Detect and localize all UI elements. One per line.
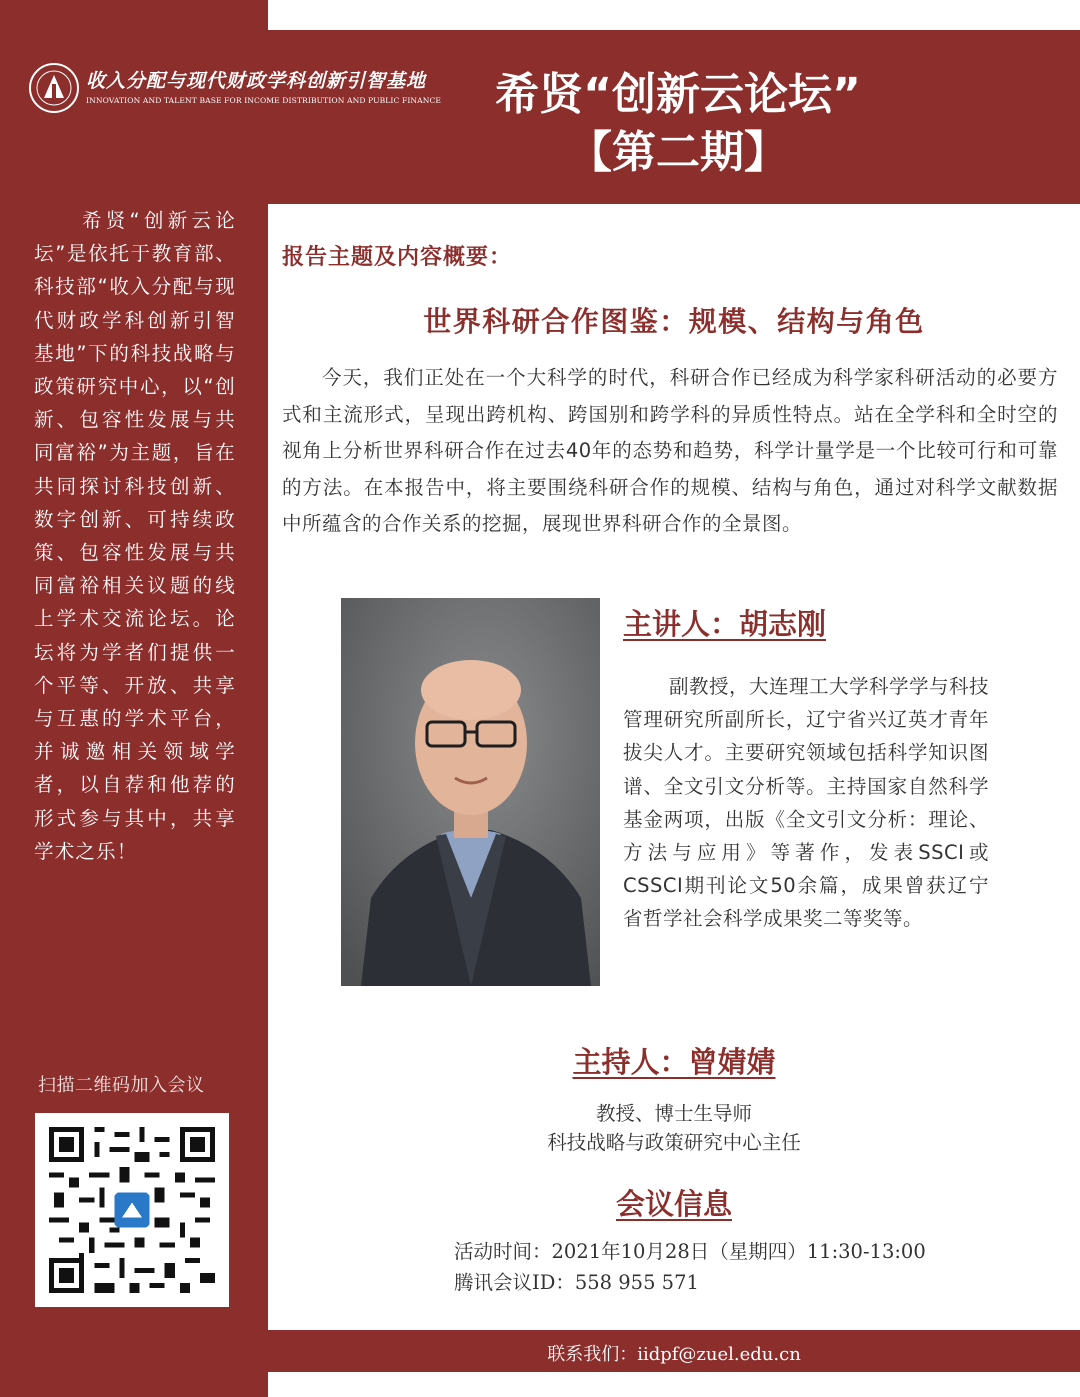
qr-code-icon <box>49 1127 215 1293</box>
top-white-strip <box>268 0 1080 30</box>
qr-code[interactable] <box>35 1113 229 1307</box>
qr-caption: 扫描二维码加入会议 <box>38 1075 205 1096</box>
host-position: 科技战略与政策研究中心主任 <box>547 1131 801 1154</box>
speaker-bio: 副教授，大连理工大学科学学与科技管理研究所副所长，辽宁省兴辽英才青年拔尖人才。主要研究领域包括科学知识图谱、全文引文分析等。主持国家自然科学基金两项，出版《全文引文分析：理论、方法与应用》等著作，发表SSCI或CSSCI期刊论文50余篇，成果曾获辽宁省哲学社会科学成果奖二等奖等。 <box>623 675 990 931</box>
host-heading: 主持人：曾婧婧 <box>572 1045 776 1079</box>
meeting-heading: 会议信息 <box>615 1187 732 1221</box>
report-abstract: 今天，我们正处在一个大科学的时代，科研合作已经成为科学家科研活动的必要方式和主流形式，呈现出跨机构、跨国别和跨学科的异质性特点。站在全学科和全时空的视角上分析世界科研合作在过去40年的态势和趋势，科学计量学是一个比较可行和可靠的方法。在本报告中，将主要围绕科研合作的规模、结构与角色，通过对科学文献数据中所蕴含的合作关系的挖掘，展现世界科研合作的全景图。 <box>282 366 1058 535</box>
forum-intro: 希贤“创新云论坛”是依托于教育部、科技部“收入分配与现代财政学科创新引智基地”下的科技战略与政策研究中心，以“创新、包容性发展与共同富裕”为主题，旨在共同探讨科技创新、数字创新、可持续政策、包容性发展与共同富裕相关议题的线上学术交流论坛。论坛将为学者们提供一个平等、开放、共享与互惠的学术平台，并诚邀相关领域学者，以自荐和他荐的形式参与其中，共享学术之乐！ <box>34 209 236 863</box>
main-content <box>268 204 1080 1330</box>
report-title: 世界科研合作图鉴：规模、结构与角色 <box>423 305 925 338</box>
org-name-cn: 收入分配与现代财政学科创新引智基地 <box>86 70 427 92</box>
header <box>0 0 1080 204</box>
meeting-time: 活动时间：2021年10月28日（星期四）11:30-13:00 <box>454 1240 926 1263</box>
speaker-photo <box>341 598 600 986</box>
contact-email[interactable]: 联系我们：iidpf@zuel.edu.cn <box>547 1344 801 1365</box>
host-title: 教授、博士生导师 <box>595 1102 752 1125</box>
section-label: 报告主题及内容概要： <box>282 245 513 270</box>
org-name-en: INNOVATION AND TALENT BASE FOR INCOME DISTRIBUTION AND PUBLIC FINANCE <box>86 96 442 105</box>
page-title <box>478 66 878 182</box>
institution-logo-icon <box>28 62 80 114</box>
speaker-heading: 主讲人：胡志刚 <box>623 607 827 641</box>
meeting-id: 腾讯会议ID：558 955 571 <box>454 1271 699 1294</box>
title-line-1: 希贤“创新云论坛” <box>495 69 861 120</box>
speaker-portrait-icon <box>341 598 600 986</box>
bottom-white-strip <box>268 1372 1080 1397</box>
title-line-2: 【第二期】 <box>568 127 788 178</box>
footer <box>268 1330 1080 1372</box>
